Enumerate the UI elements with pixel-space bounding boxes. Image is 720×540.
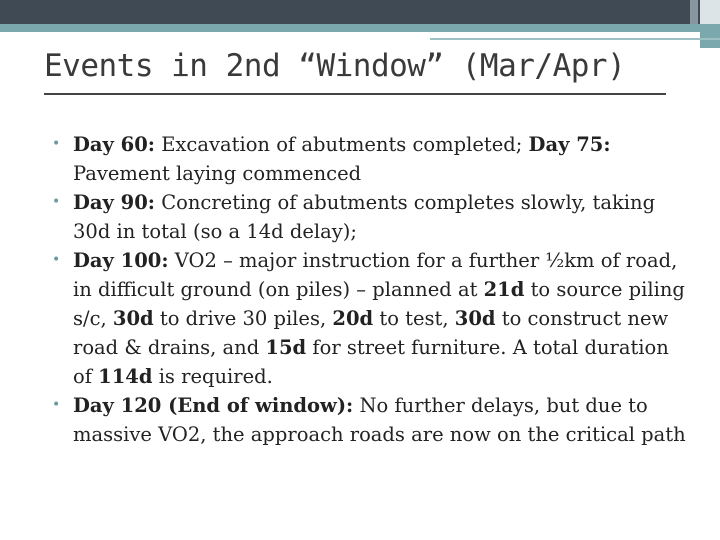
bullet-bold-text: Day 60: bbox=[73, 133, 155, 156]
header-bar bbox=[0, 0, 720, 24]
bullet-item bbox=[52, 246, 692, 391]
title-underline bbox=[44, 93, 666, 95]
bullet-text: VO2 – major instruction for a further ½km of road, in difficult ground (on piles) – planned at bbox=[73, 249, 678, 301]
bullet-bold-text: 30d bbox=[112, 307, 154, 330]
bullet-text: No further delays, but due to massive VO2, the approach roads are now on the critical path bbox=[73, 394, 686, 446]
header-accent-line bbox=[0, 24, 700, 32]
bullet-item bbox=[52, 391, 692, 449]
bullet-dot-icon: • bbox=[52, 397, 61, 413]
bullet-bold-text: Day 90: bbox=[73, 191, 155, 214]
bullet-bold-text: 15d bbox=[265, 336, 307, 359]
slide-title: Events in 2nd “Window” (Mar/Apr) bbox=[44, 48, 626, 84]
bullet-text: for street furniture. A total duration of bbox=[73, 336, 669, 388]
header-bar-dark bbox=[0, 0, 700, 24]
header-accent-corner bbox=[700, 24, 720, 48]
bullet-bold-text: 21d bbox=[483, 278, 525, 301]
bullet-text: to drive 30 piles, bbox=[153, 307, 333, 330]
bullet-dot-icon: • bbox=[52, 136, 61, 152]
bullet-text: to source piling s/c, bbox=[73, 278, 685, 330]
header-bar-notch bbox=[690, 0, 698, 24]
bullet-text: is required. bbox=[152, 365, 273, 388]
bullet-text: to test, bbox=[373, 307, 455, 330]
header-thin-line bbox=[430, 38, 720, 40]
bullet-bold-text: 20d bbox=[332, 307, 374, 330]
bullet-text: to construct new road & drains, and bbox=[73, 307, 669, 359]
bullet-bold-text: Day 120 (End of window): bbox=[73, 394, 354, 417]
bullet-dot-icon: • bbox=[52, 194, 61, 210]
bullet-bold-text: 30d bbox=[454, 307, 496, 330]
bullet-bold-text: Day 75: bbox=[528, 133, 611, 156]
bullet-bold-text: Day 100: bbox=[73, 249, 169, 272]
bullet-text: Excavation of abutments completed; bbox=[155, 133, 529, 156]
bullet-dot-icon: • bbox=[52, 252, 61, 268]
bullet-item bbox=[52, 130, 692, 188]
bullet-text: Concreting of abutments completes slowly, taking 30d in total (so a 14d delay); bbox=[73, 191, 656, 243]
bullet-text: Pavement laying commenced bbox=[73, 162, 362, 185]
bullet-bold-text: 114d bbox=[98, 365, 153, 388]
bullet-item bbox=[52, 188, 692, 246]
bullet-list bbox=[52, 130, 692, 449]
